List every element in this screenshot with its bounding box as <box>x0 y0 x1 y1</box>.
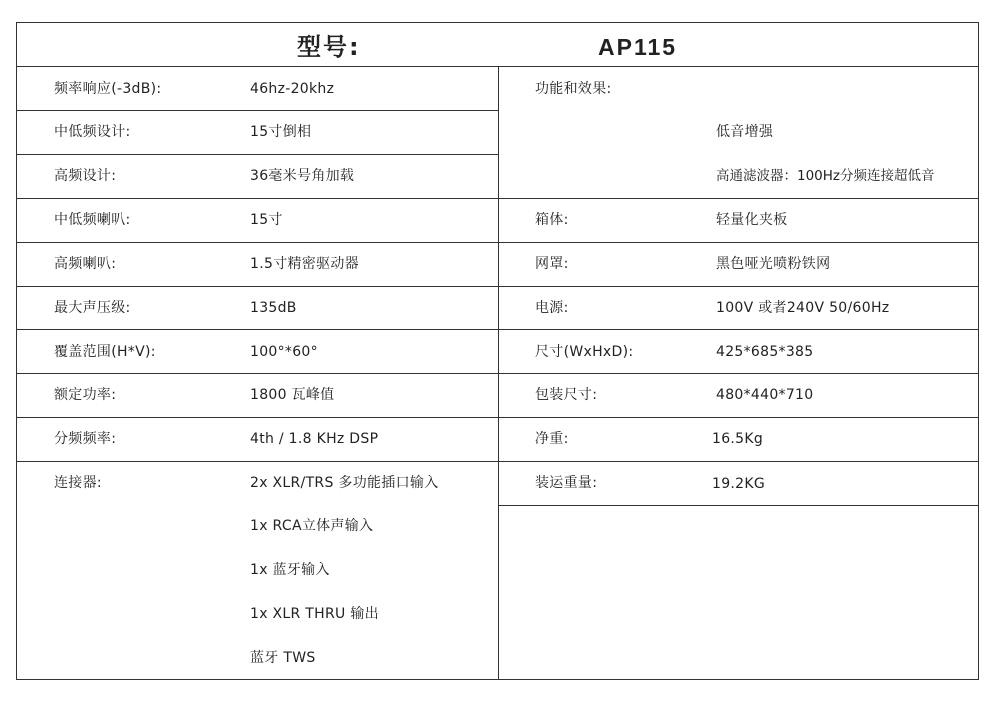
spec-value: 46hz-20khz <box>250 81 335 97</box>
divider <box>16 154 498 155</box>
model-label: 型号: <box>297 33 361 61</box>
spec-value: 2x XLR/TRS 多功能插口输入 <box>250 475 439 491</box>
spec-value: 1x XLR THRU 输出 <box>250 606 379 622</box>
spec-label: 高频设计: <box>54 168 117 184</box>
spec-value: 16.5Kg <box>712 431 764 447</box>
column-divider <box>498 66 499 680</box>
spec-label: 装运重量: <box>535 475 598 491</box>
spec-value: 蓝牙 TWS <box>250 650 316 666</box>
spec-label: 额定功率: <box>54 387 117 403</box>
spec-value: 135dB <box>250 300 297 316</box>
spec-value: 黑色哑光喷粉铁网 <box>716 256 831 272</box>
spec-label: 覆盖范围(H*V): <box>54 344 156 360</box>
model-value: AP115 <box>598 34 678 60</box>
spec-label: 包装尺寸: <box>535 387 598 403</box>
spec-label: 最大声压级: <box>54 300 131 316</box>
spec-label: 中低频喇叭: <box>54 212 131 228</box>
spec-label: 分频频率: <box>54 431 117 447</box>
spec-label: 净重: <box>535 431 569 447</box>
spec-value: 36毫米号角加载 <box>250 168 355 184</box>
spec-label: 网罩: <box>535 256 569 272</box>
spec-label: 中低频设计: <box>54 124 131 140</box>
spec-value: 100V 或者240V 50/60Hz <box>716 300 890 316</box>
spec-value: 轻量化夹板 <box>716 212 788 228</box>
divider <box>16 110 498 111</box>
spec-value: 1x 蓝牙输入 <box>250 562 330 578</box>
spec-value: 15寸倒相 <box>250 124 312 140</box>
spec-value: 100°*60° <box>250 344 318 360</box>
spec-label: 电源: <box>535 300 569 316</box>
spec-value: 15寸 <box>250 212 283 228</box>
spec-value: 4th / 1.8 KHz DSP <box>250 431 379 447</box>
spec-value: 高通滤波器：100Hz分频连接超低音 <box>716 168 935 184</box>
spec-label: 箱体: <box>535 212 569 228</box>
spec-label: 连接器: <box>54 475 102 491</box>
spec-value: 19.2KG <box>712 476 766 492</box>
spec-label: 尺寸(WxHxD): <box>535 344 634 360</box>
spec-value: 480*440*710 <box>716 387 814 403</box>
spec-label: 频率响应(-3dB): <box>54 81 162 97</box>
spec-label: 功能和效果: <box>535 81 612 97</box>
spec-value: 425*685*385 <box>716 344 814 360</box>
spec-label: 高频喇叭: <box>54 256 117 272</box>
spec-value: 1.5寸精密驱动器 <box>250 256 359 272</box>
divider <box>498 505 979 506</box>
spec-value: 低音增强 <box>716 124 774 140</box>
spec-value: 1x RCA立体声输入 <box>250 518 374 534</box>
spec-value: 1800 瓦峰值 <box>250 387 335 403</box>
